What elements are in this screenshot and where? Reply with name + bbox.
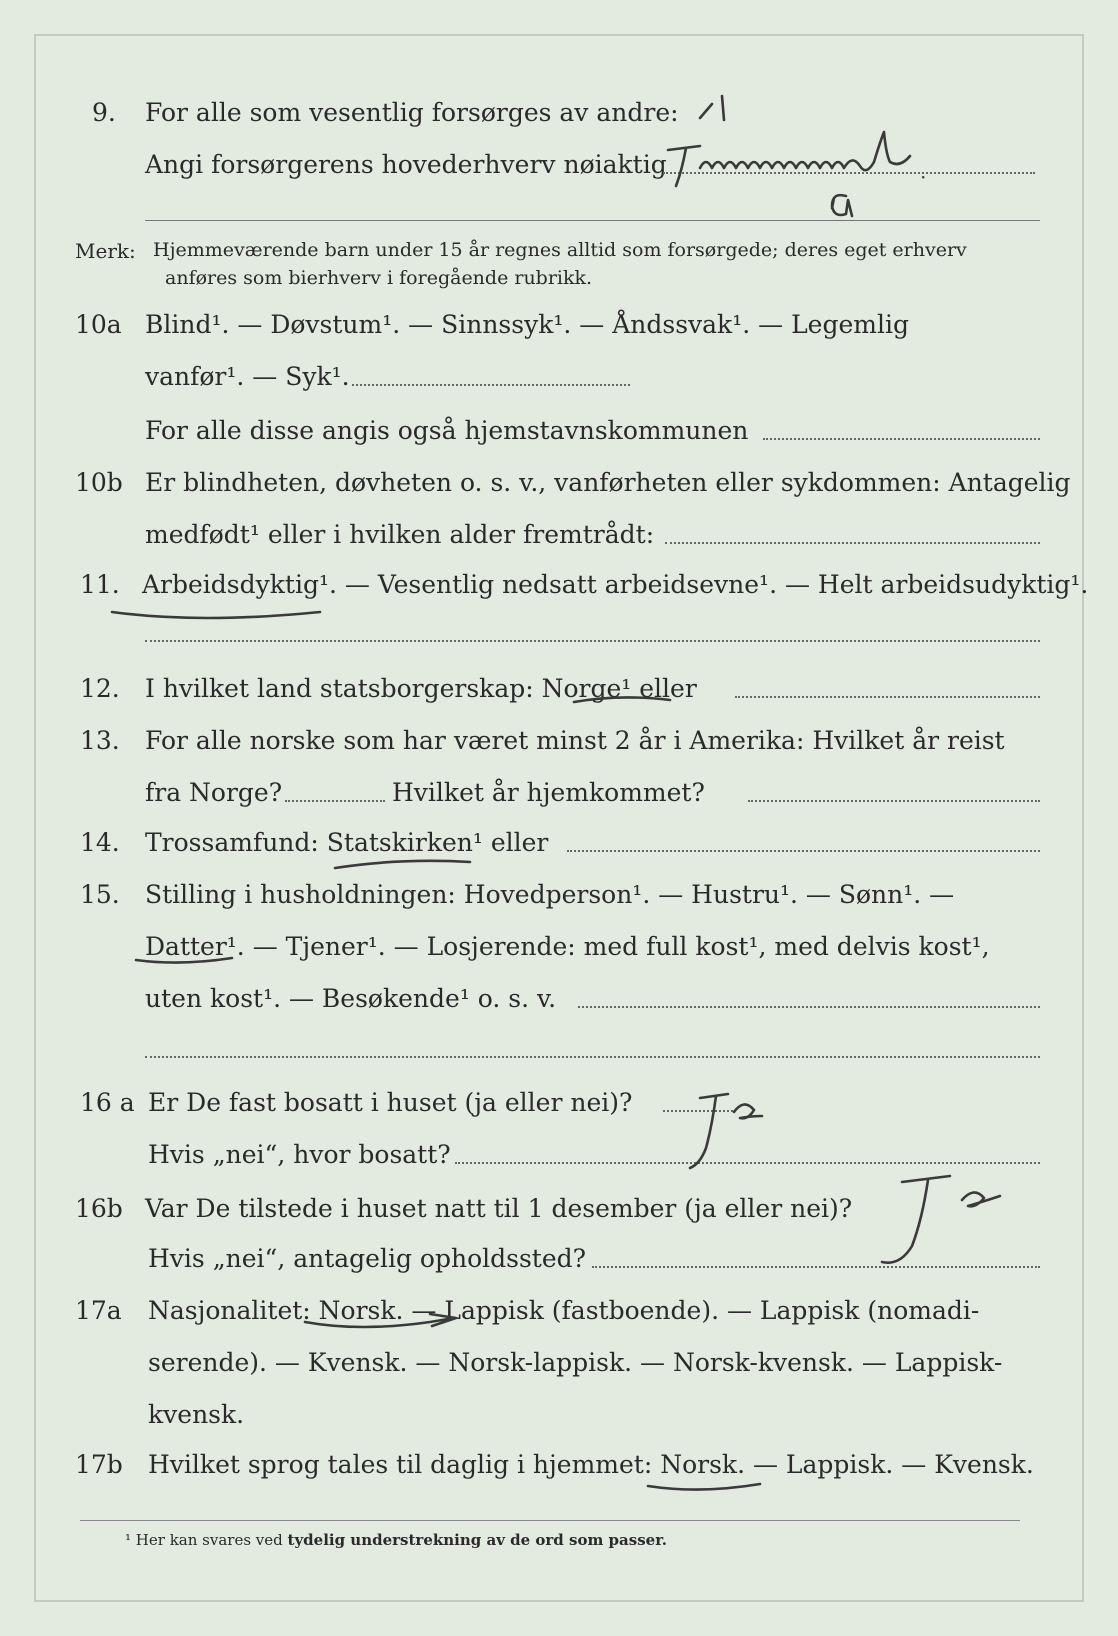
question-number-10b: 10b [75,468,123,497]
q13-line2a: fra Norge? [145,778,283,807]
question-number-12: 12. [80,674,120,703]
question-number-9: 9. [92,98,116,127]
q15-line2: Datter¹. — Tjener¹. — Losjerende: med full kost¹, med delvis kost¹, [145,932,990,961]
q17a-line3: kvensk. [148,1400,245,1429]
q16b-line2: Hvis „nei“, antagelig opholdssted? [148,1244,587,1273]
q9-line1: For alle som vesentlig forsørges av andre: [145,98,679,127]
q15-line3: uten kost¹. — Besøkende¹ o. s. v. [145,984,557,1013]
question-number-13: 13. [80,726,120,755]
question-number-11: 11. [80,570,120,599]
q10b-line2: medfødt¹ eller i hvilken alder fremtrådt: [145,520,655,549]
q15-line1: Stilling i husholdningen: Hovedperson¹. — Hustru¹. — Sønn¹. — [145,880,955,909]
q13-line2b: Hvilket år hjemkommet? [392,778,705,807]
q9-handwritten-dot: · [920,165,927,189]
q10a-line2: vanfør¹. — Syk¹. [145,362,350,391]
question-number-17a: 17a [75,1296,122,1325]
q14-line1: Trossamfund: Statskirken¹ eller [145,828,549,857]
merk-label: Merk: [75,239,136,263]
q16a-line1: Er De fast bosatt i huset (ja eller nei)? [148,1088,633,1117]
q16b-line1: Var De tilstede i huset natt til 1 desember (ja eller nei)? [145,1194,853,1223]
q17a-line2: serende). — Kvensk. — Norsk-lappisk. — Norsk-kvensk. — Lappisk- [148,1348,1003,1377]
q11-line1: Arbeidsdyktig¹. — Vesentlig nedsatt arbeidsevne¹. — Helt arbeidsudyktig¹. [142,570,1089,599]
q10b-line1: Er blindheten, døvheten o. s. v., vanførheten eller sykdommen: Antagelig [145,468,1071,497]
question-number-10a: 10a [75,310,122,339]
question-number-14: 14. [80,828,120,857]
q17a-line1: Nasjonalitet: Norsk. — Lappisk (fastboende). — Lappisk (nomadi- [148,1296,980,1325]
question-number-17b: 17b [75,1450,123,1479]
q12-line1: I hvilket land statsborgerskap: Norge¹ eller [145,674,697,703]
q9-line2: Angi forsørgerens hovederhverv nøiaktig [145,150,667,179]
question-number-16b: 16b [75,1194,123,1223]
merk-line1: Hjemmeværende barn under 15 år regnes alltid som forsørgede; deres eget erhverv [153,239,967,261]
footnote-mark: ¹ [125,1531,132,1549]
question-number-15: 15. [80,880,120,909]
q17b-line1: Hvilket sprog tales til daglig i hjemmet: Norsk. — Lappisk. — Kvensk. [148,1450,1034,1479]
merk-line2: anføres som bierhverv i foregående rubrikk. [165,267,593,289]
q13-line1: For alle norske som har været minst 2 år i Amerika: Hvilket år reist [145,726,1005,755]
question-number-16a: 16 a [80,1088,135,1117]
q16a-line2: Hvis „nei“, hvor bosatt? [148,1140,451,1169]
footnote-text-a: Her kan svares ved [135,1531,288,1549]
footnote-text-b: tydelig understrekning av de ord som passer. [287,1531,667,1549]
q10a-line1: Blind¹. — Døvstum¹. — Sinnssyk¹. — Åndssvak¹. — Legemlig [145,310,909,339]
q10a-line3: For alle disse angis også hjemstavnskommunen [145,416,749,445]
